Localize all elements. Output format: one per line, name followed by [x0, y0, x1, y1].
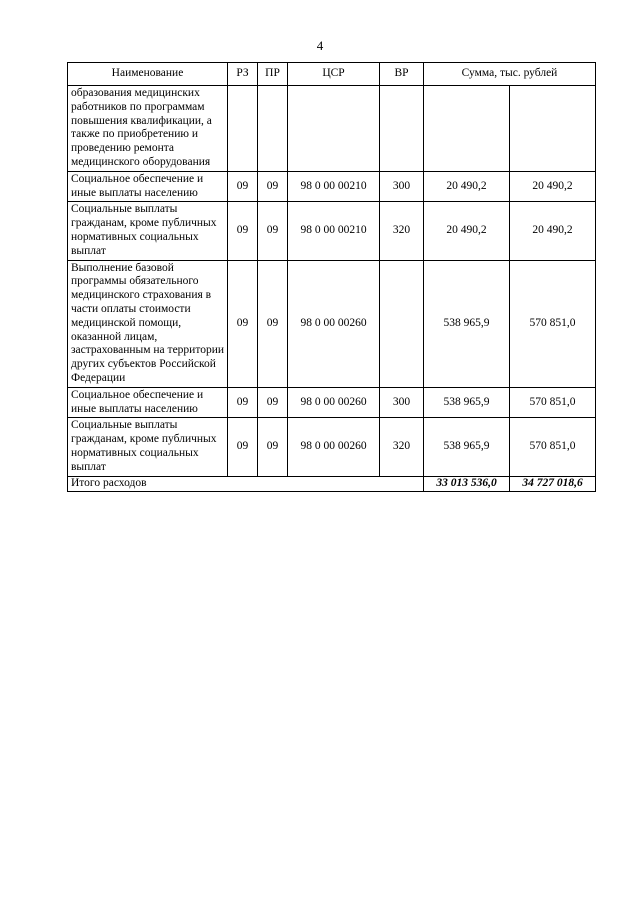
table-row: [68, 202, 596, 260]
header-pr: ПР: [258, 63, 288, 86]
total-row: [68, 476, 596, 491]
row-pr: [258, 86, 288, 172]
row-name: образования медицинских работников по программам повышения квалификации, а также по приобретению и проведению ремонта медицинского оборудования: [68, 86, 228, 172]
row-sum-2: 20 490,2: [510, 202, 596, 260]
row-rz: 09: [228, 260, 258, 387]
header-sum: Сумма, тыс. рублей: [424, 63, 596, 86]
row-vr: [380, 260, 424, 387]
row-sum-2: 570 851,0: [510, 387, 596, 418]
row-vr: 300: [380, 387, 424, 418]
row-sum-2: 570 851,0: [510, 260, 596, 387]
row-pr: 09: [258, 202, 288, 260]
header-name: Наименование: [68, 63, 228, 86]
total-sum-2: 34 727 018,6: [510, 476, 596, 491]
row-name: Социальное обеспечение и иные выплаты населению: [68, 387, 228, 418]
table-row: [68, 86, 596, 172]
row-sum-1: 538 965,9: [424, 260, 510, 387]
row-csr: 98 0 00 00210: [288, 202, 380, 260]
header-vr: ВР: [380, 63, 424, 86]
header-csr: ЦСР: [288, 63, 380, 86]
table-row: [68, 260, 596, 387]
row-csr: [288, 86, 380, 172]
row-vr: 320: [380, 202, 424, 260]
row-csr: 98 0 00 00260: [288, 387, 380, 418]
row-rz: 09: [228, 171, 258, 202]
table-row: [68, 387, 596, 418]
total-sum-1: 33 013 536,0: [424, 476, 510, 491]
row-pr: 09: [258, 171, 288, 202]
row-sum-1: 20 490,2: [424, 202, 510, 260]
row-sum-2: [510, 86, 596, 172]
row-name: Социальное обеспечение и иные выплаты населению: [68, 171, 228, 202]
row-sum-2: 570 851,0: [510, 418, 596, 476]
row-rz: 09: [228, 202, 258, 260]
table-row: [68, 171, 596, 202]
row-pr: 09: [258, 260, 288, 387]
table-header-row: [68, 63, 596, 86]
row-sum-1: 538 965,9: [424, 418, 510, 476]
row-csr: 98 0 00 00260: [288, 260, 380, 387]
page-number: 4: [316, 38, 324, 53]
header-rz: РЗ: [228, 63, 258, 86]
row-vr: 300: [380, 171, 424, 202]
row-pr: 09: [258, 418, 288, 476]
row-name: Социальные выплаты гражданам, кроме публичных нормативных социальных выплат: [68, 202, 228, 260]
row-csr: 98 0 00 00260: [288, 418, 380, 476]
row-vr: 320: [380, 418, 424, 476]
total-blank-cell: [380, 476, 424, 491]
row-csr: 98 0 00 00210: [288, 171, 380, 202]
row-sum-1: 20 490,2: [424, 171, 510, 202]
row-rz: [228, 86, 258, 172]
row-name: Выполнение базовой программы обязательного медицинского страхования в части оплаты стоимости медицинской помощи, оказанной лицам, застрахованным на территории других субъектов Российской Федерации: [68, 260, 228, 387]
row-rz: 09: [228, 387, 258, 418]
row-name: Социальные выплаты гражданам, кроме публичных нормативных социальных выплат: [68, 418, 228, 476]
row-vr: [380, 86, 424, 172]
table-row: [68, 418, 596, 476]
row-sum-2: 20 490,2: [510, 171, 596, 202]
row-rz: 09: [228, 418, 258, 476]
budget-table: [67, 62, 596, 492]
row-sum-1: [424, 86, 510, 172]
row-sum-1: 538 965,9: [424, 387, 510, 418]
row-pr: 09: [258, 387, 288, 418]
total-label: Итого расходов: [68, 476, 380, 491]
